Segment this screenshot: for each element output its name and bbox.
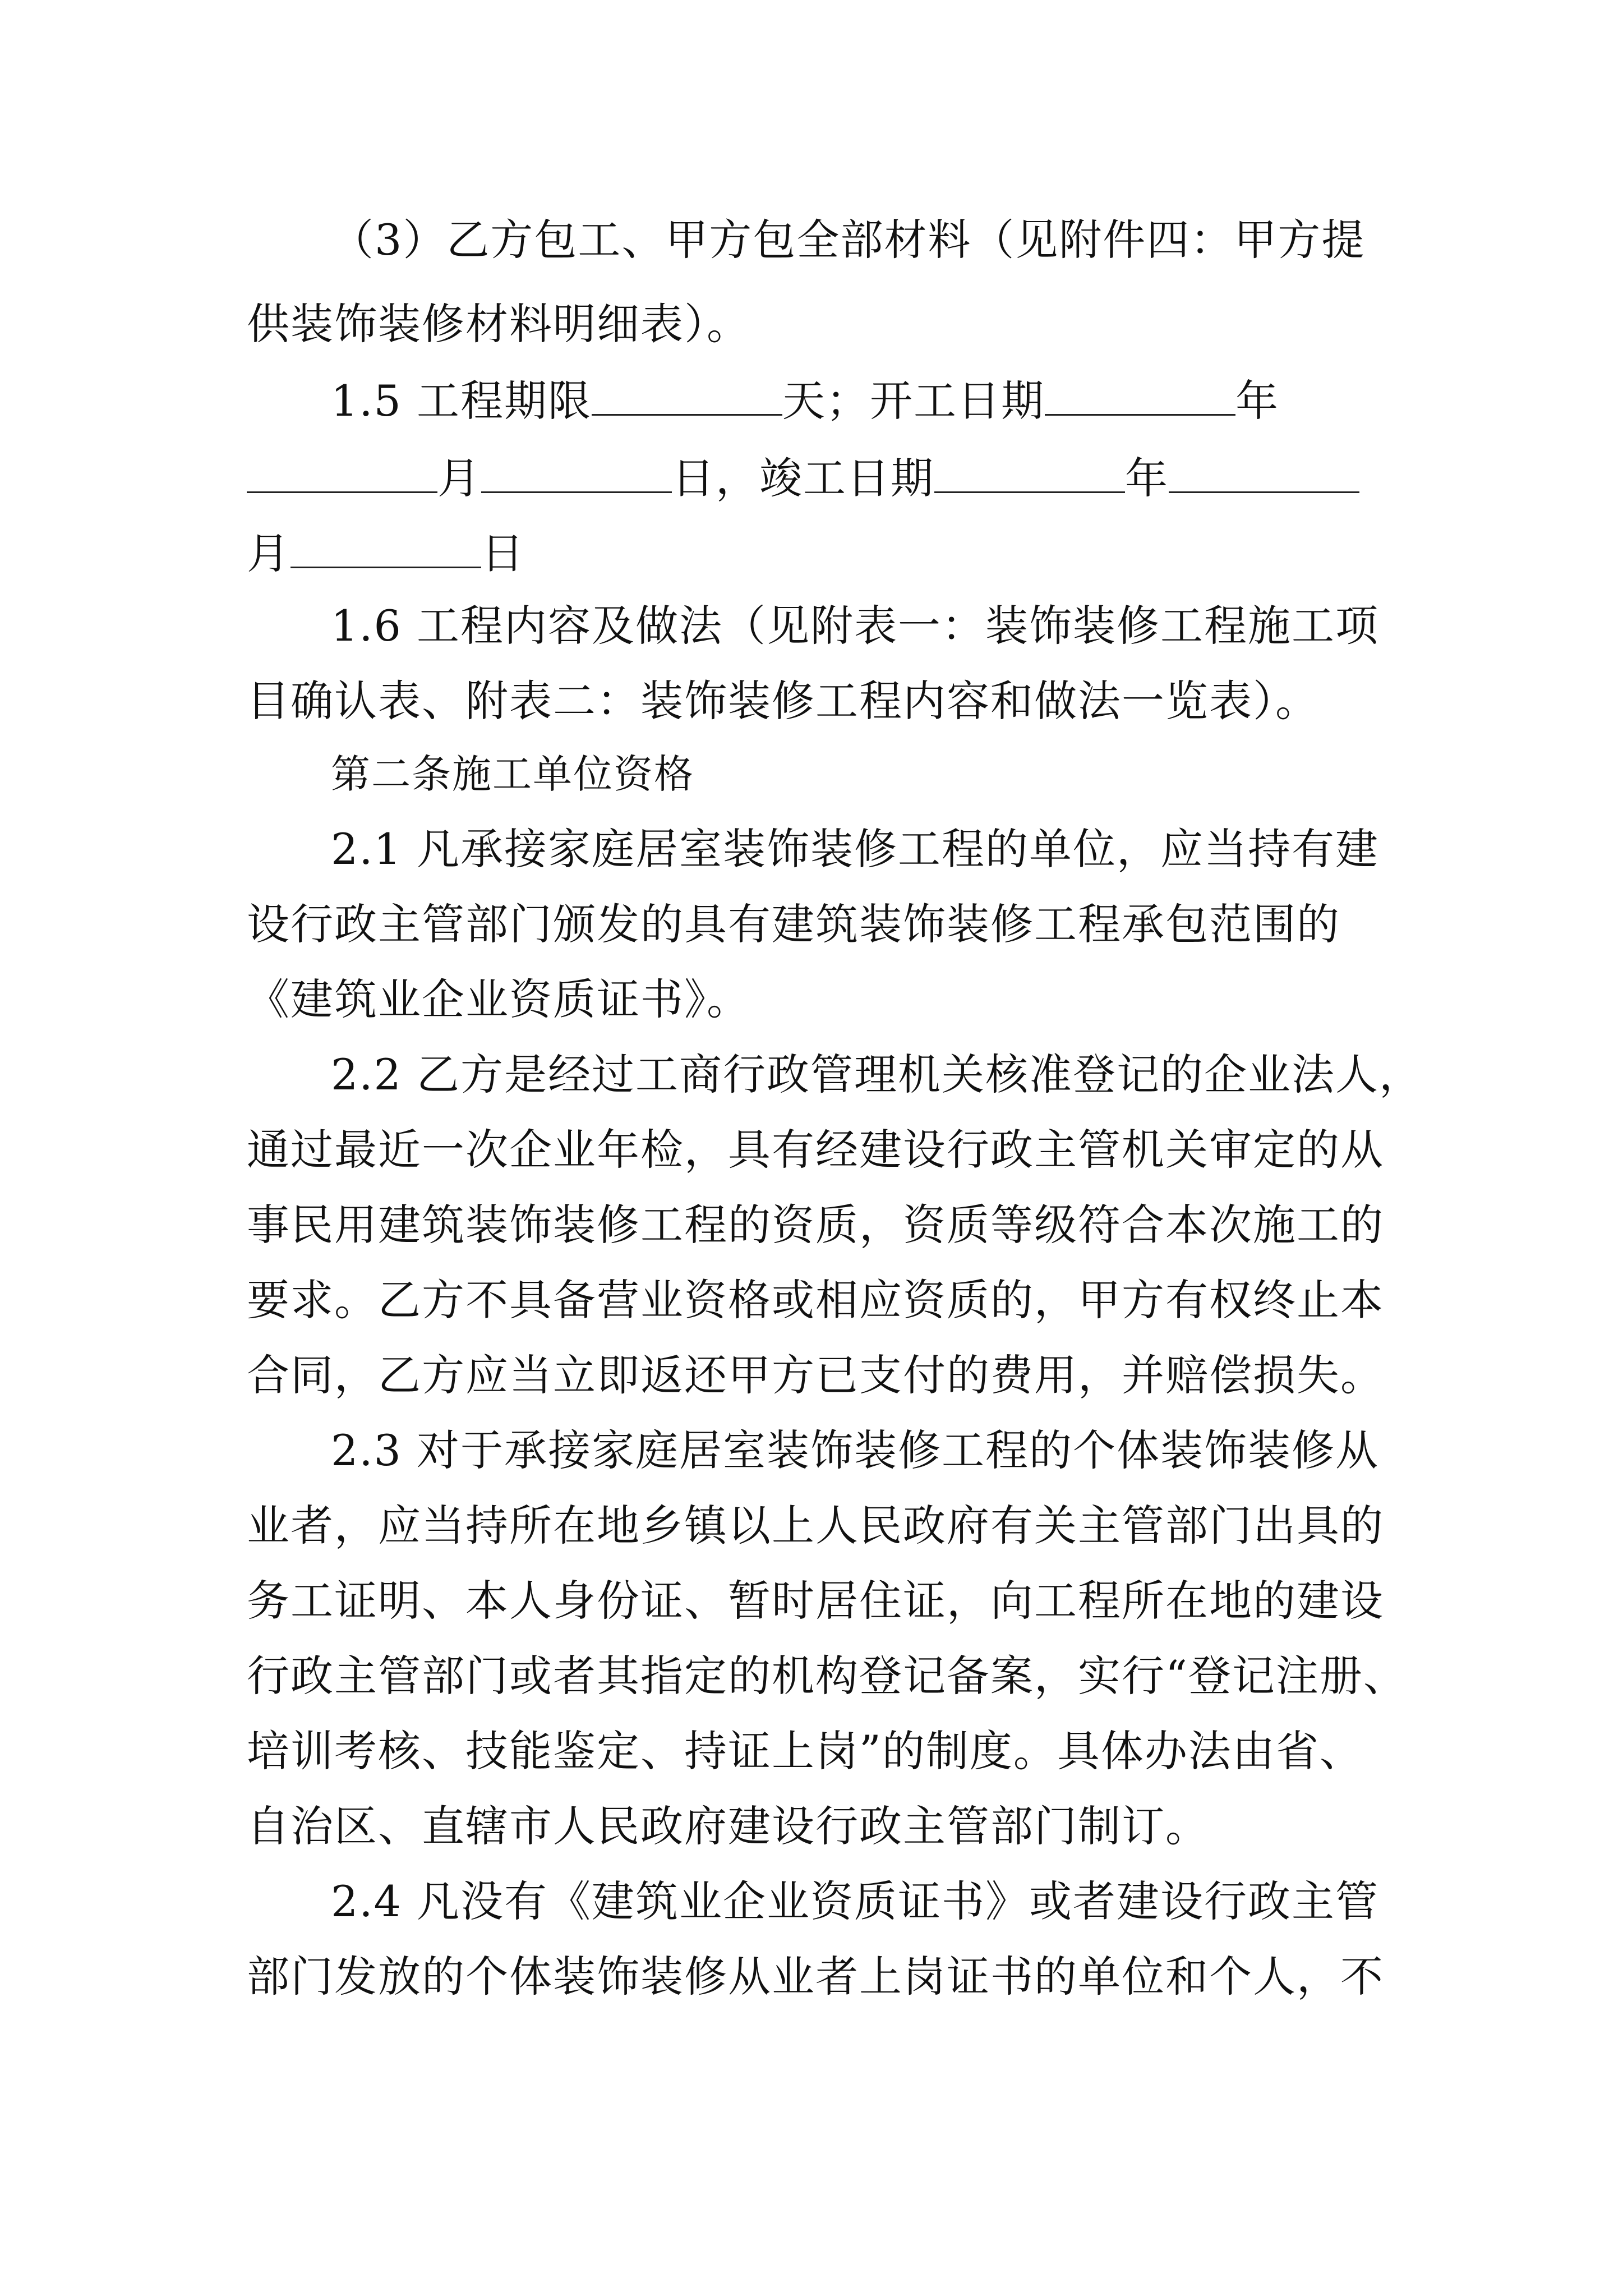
end-year-blank	[934, 448, 1125, 493]
paragraph-2-2-line-5: 合同，乙方应当立即返还甲方已支付的费用，并赔偿损失。	[247, 1350, 1384, 1400]
paragraph-1-6-line-2: 目确认表、附表二：装饰装修工程内容和做法一览表）。	[247, 676, 1319, 726]
start-day-unit: 日，竣工日期	[672, 453, 934, 503]
paragraph-2-2-line-1: 2.2 乙方是经过工商行政管理机关核准登记的企业法人，	[331, 1050, 1423, 1099]
start-month-blank	[247, 448, 437, 493]
paragraph-2-3-line-6: 自治区、直辖市人民政府建设行政主管部门制订。	[247, 1801, 1209, 1851]
paragraph-2-1-line-1: 2.1 凡承接家庭居室装饰装修工程的单位，应当持有建	[331, 824, 1380, 874]
end-month-unit: 月	[247, 528, 291, 578]
paragraph-2-3-line-4: 行政主管部门或者其指定的机构登记备案，实行“登记注册、	[247, 1651, 1407, 1701]
term-label: 1.5 工程期限	[331, 376, 592, 426]
paragraph-2-3-line-3: 务工证明、本人身份证、暂时居住证，向工程所在地的建设	[247, 1576, 1384, 1626]
start-month-unit: 月	[437, 453, 481, 503]
end-day-unit: 日	[481, 528, 525, 578]
end-day-blank	[291, 523, 481, 568]
end-year-unit: 年	[1125, 453, 1169, 503]
end-month-blank-tail	[1169, 448, 1359, 493]
paragraph-2-2-line-3: 事民用建筑装饰装修工程的资质，资质等级符合本次施工的	[247, 1200, 1384, 1250]
paragraph-1-5-line-3	[247, 523, 1391, 582]
paragraph-3-line-2: 供装饰装修材料明细表）。	[247, 299, 750, 349]
paragraph-2-4-line-1: 2.4 凡没有《建筑业企业资质证书》或者建设行政主管	[331, 1876, 1380, 1926]
paragraph-2-4-line-2: 部门发放的个体装饰装修从业者上岗证书的单位和个人，不	[247, 1952, 1384, 2001]
start-year-unit: 年	[1235, 376, 1280, 426]
days-unit: 天；开工日期	[782, 376, 1045, 426]
start-day-blank	[481, 448, 672, 493]
paragraph-2-2-line-2: 通过最近一次企业年检，具有经建设行政主管机关审定的从	[247, 1125, 1384, 1175]
paragraph-2-2-line-4: 要求。乙方不具备营业资格或相应资质的，甲方有权终止本	[247, 1275, 1384, 1325]
start-year-blank	[1045, 370, 1235, 416]
days-blank	[592, 370, 782, 416]
paragraph-2-3-line-5: 培训考核、技能鉴定、持证上岗”的制度。具体办法由省、	[247, 1726, 1363, 1776]
paragraph-2-1-line-3: 《建筑业企业资质证书》。	[247, 974, 750, 1024]
paragraph-1-5-line-2	[247, 448, 1391, 507]
paragraph-3-line-1: （3）乙方包工、甲方包全部材料（见附件四：甲方提	[331, 215, 1366, 265]
paragraph-2-1-line-2: 设行政主管部门颁发的具有建筑装饰装修工程承包范围的	[247, 899, 1340, 949]
paragraph-2-3-line-2: 业者，应当持所在地乡镇以上人民政府有关主管部门出具的	[247, 1501, 1384, 1550]
paragraph-1-6-line-1: 1.6 工程内容及做法（见附表一：装饰装修工程施工项	[331, 601, 1380, 651]
section-2-title: 第二条施工单位资格	[331, 751, 694, 797]
paragraph-1-5-line-1	[331, 370, 1391, 429]
paragraph-2-3-line-1: 2.3 对于承接家庭居室装饰装修工程的个体装饰装修从	[331, 1425, 1380, 1475]
